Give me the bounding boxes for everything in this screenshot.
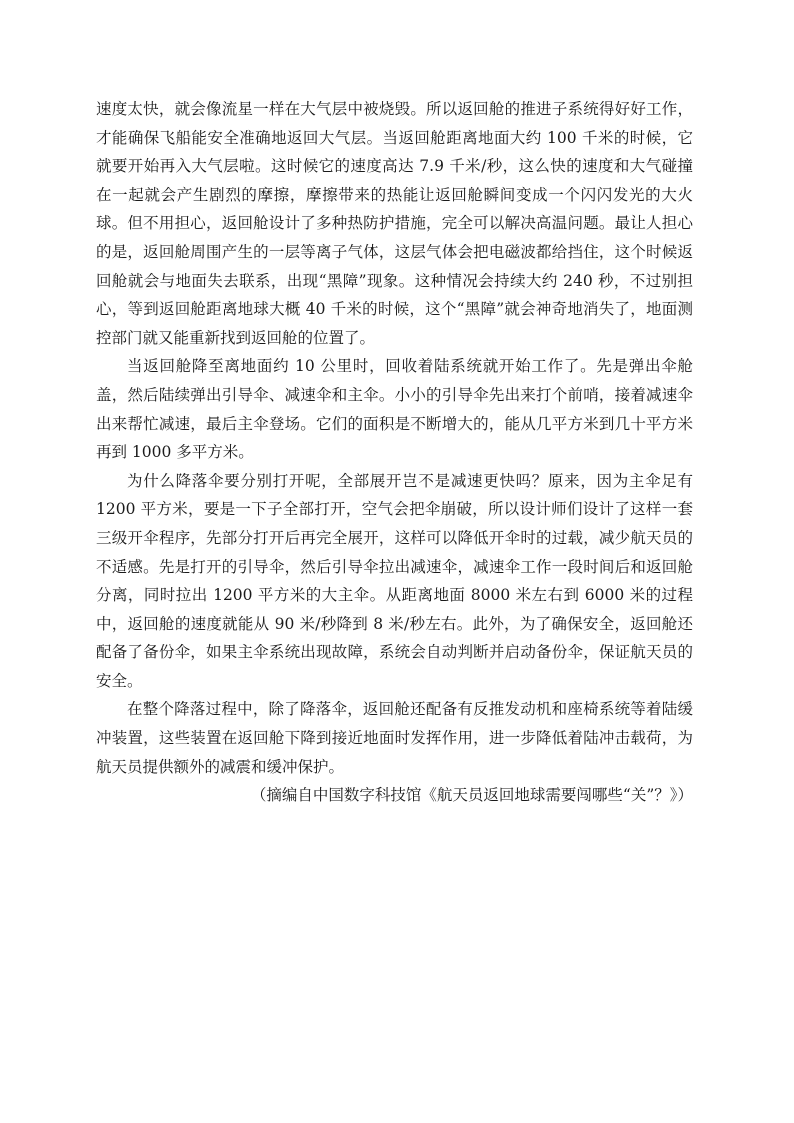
paragraph-landing-cushion: 在整个降落过程中，除了降落伞，返回舱还配备有反推发动机和座椅系统等着陆缓冲装置，这些装置在返回舱下降到接近地面时发挥作用，进一步降低着陆冲击载荷，为航天员提供额外的减震和缓冲保护。 xyxy=(96,700,693,776)
paragraph-reentry-blackout: 速度太快，就会像流星一样在大气层中被烧毁。所以返回舱的推进子系统得好好工作，才能确保飞船能安全准确地返回大气层。当返回舱距离地面大约 100 千米的时候，它就要开始再入大气层啦。这时候它的速度高达 7.9 千米/秒，这么快的速度和大气碰撞在一起就会产生剧烈的摩擦，摩擦带来的热能让返回舱瞬间变成一个闪闪发光的大火球。但不用担心，返回舱设计了多种热防护措施，完全可以解决高温问题。最让人担心的是，返回舱周围产生的一层等离子气体，这层气体会把电磁波都给挡住，这个时候返回舱就会与地面失去联系，出现“黑障”现象。这种情况会持续大约 240 秒，不过别担心，等到返回舱距离地球大概 40 千米的时候，这个“黑障”就会神奇地消失了，地面测控部门就又能重新找到返回舱的位置了。 xyxy=(96,100,693,347)
source-citation: （摘编自中国数字科技馆《航天员返回地球需要闯哪些“关”？》） xyxy=(250,786,693,805)
paragraph-parachute-reason: 为什么降落伞要分别打开呢，全部展开岂不是减速更快吗？原来，因为主伞足有 1200 平方米，要是一下子全部打开，空气会把伞崩破，所以设计师们设计了这样一套三级开伞程序，先部分打开后再完全展开，这样可以降低开伞时的过载，减少航天员的不适感。先是打开的引导伞，然后引导伞拉出减速伞，减速伞工作一段时间后和返回舱分离，同时拉出 1200 平方米的大主伞。从距离地面 8000 米左右到 6000 米的过程中，返回舱的速度就能从 90 米/秒降到 8 米/秒左右。此外，为了确保安全，返回舱还配备了备份伞，如果主伞系统出现故障，系统会自动判断并启动备份伞，保证航天员的安全。 xyxy=(96,471,693,690)
article-body xyxy=(96,95,693,810)
paragraph-parachute-sequence: 当返回舱降至离地面约 10 公里时，回收着陆系统就开始工作了。先是弹出伞舱盖，然后陆续弹出引导伞、减速伞和主伞。小小的引导伞先出来打个前哨，接着减速伞出来帮忙减速，最后主伞登场。它们的面积是不断增大的，能从几平方米到几十平方米再到 1000 多平方米。 xyxy=(96,357,693,462)
